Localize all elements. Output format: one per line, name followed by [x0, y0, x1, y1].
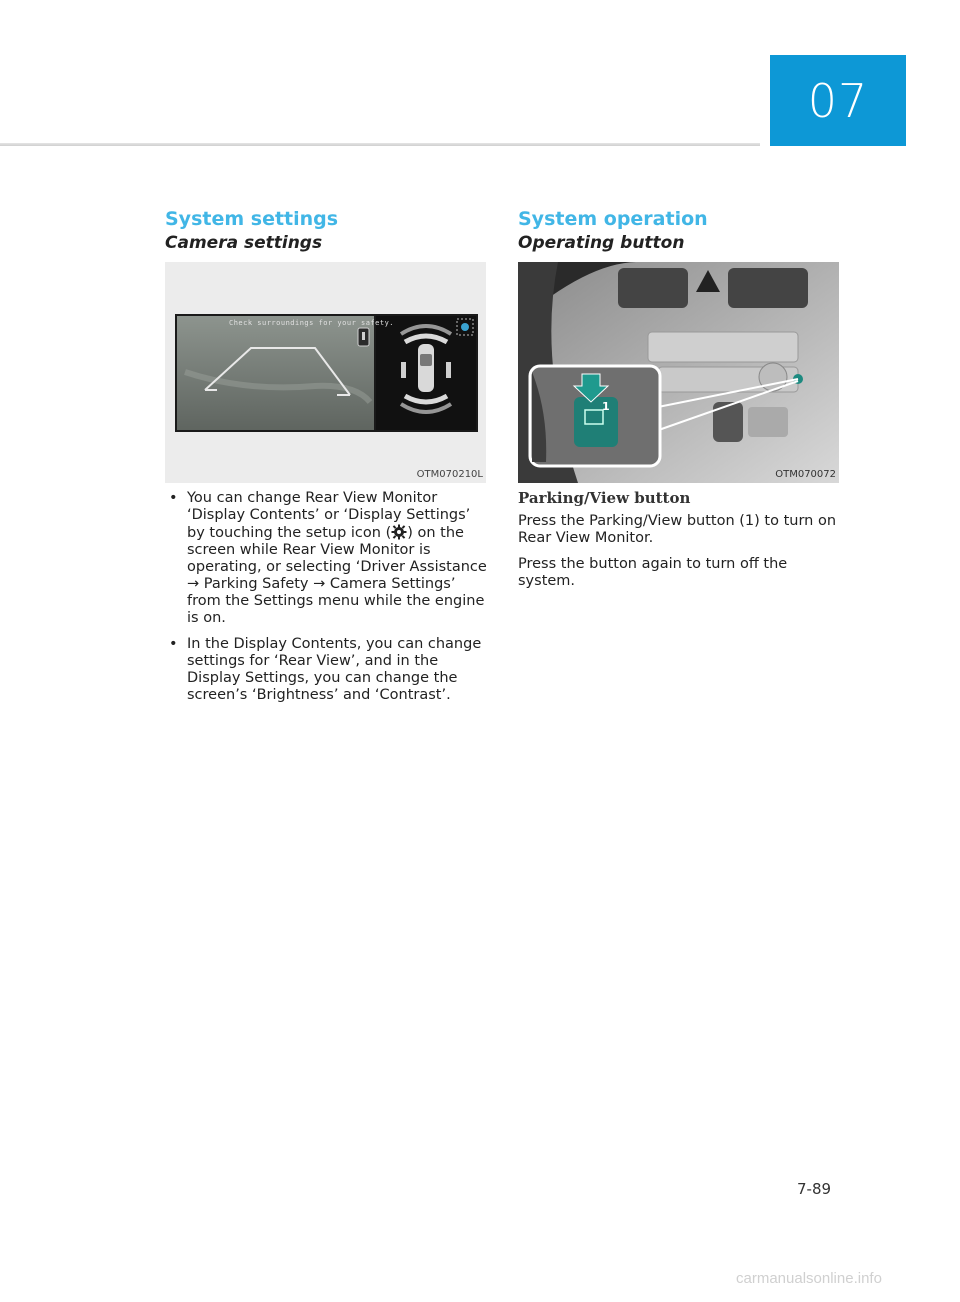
- subsection-title-camera-settings: Camera settings: [165, 233, 323, 253]
- gear-icon: [391, 524, 407, 540]
- chapter-tab: [770, 55, 906, 146]
- screen-caption: Check surroundings for your safety.: [229, 319, 395, 327]
- camera-settings-figure: [165, 262, 486, 483]
- paragraph: Press the Parking/View button (1) to turn on Rear View Monitor.: [518, 513, 837, 546]
- figure-code: OTM070210L: [416, 469, 483, 480]
- subsection-title-operating-button: Operating button: [518, 233, 685, 253]
- bullet-text-part1: You can change Rear View Monitor ‘Display Contents’ or ‘Display Settings’ by touching the setup icon (: [187, 490, 471, 541]
- figure-code: OTM070072: [775, 469, 836, 480]
- bullet-icon: •: [169, 636, 178, 652]
- watermark-logo: carmanualsonline.info: [736, 1270, 882, 1287]
- header-rule: [0, 143, 760, 146]
- item-title-parking-view-button: Parking/View button: [518, 489, 691, 507]
- dashboard-console-illustration: [518, 262, 839, 483]
- camera-settings-body: [165, 490, 490, 713]
- callout-number: 1: [602, 400, 610, 413]
- paragraph: Press the button again to turn off the system.: [518, 556, 788, 589]
- list-item: [165, 636, 490, 704]
- operating-button-figure: [518, 262, 839, 483]
- list-item: [165, 490, 490, 627]
- bullet-text-part2: ) on the screen while Rear View Monitor is operating, or selecting ‘Driver Assistance → Parking Safety → Camera Settings’ from the Settings menu while the engine is on.: [187, 525, 487, 626]
- section-title-system-settings: System settings: [165, 208, 339, 230]
- operating-button-body: [518, 489, 843, 599]
- chapter-number: 07: [807, 73, 869, 128]
- section-title-system-operation: System operation: [518, 208, 708, 230]
- bullet-text: In the Display Contents, you can change settings for ‘Rear View’, and in the Display Settings, you can change the screen’s ‘Brightness’ and ‘Contrast’.: [187, 636, 482, 703]
- page-number: 7-89: [797, 1180, 832, 1198]
- rear-view-monitor-screen-illustration: [165, 262, 486, 483]
- bullet-icon: •: [169, 490, 178, 506]
